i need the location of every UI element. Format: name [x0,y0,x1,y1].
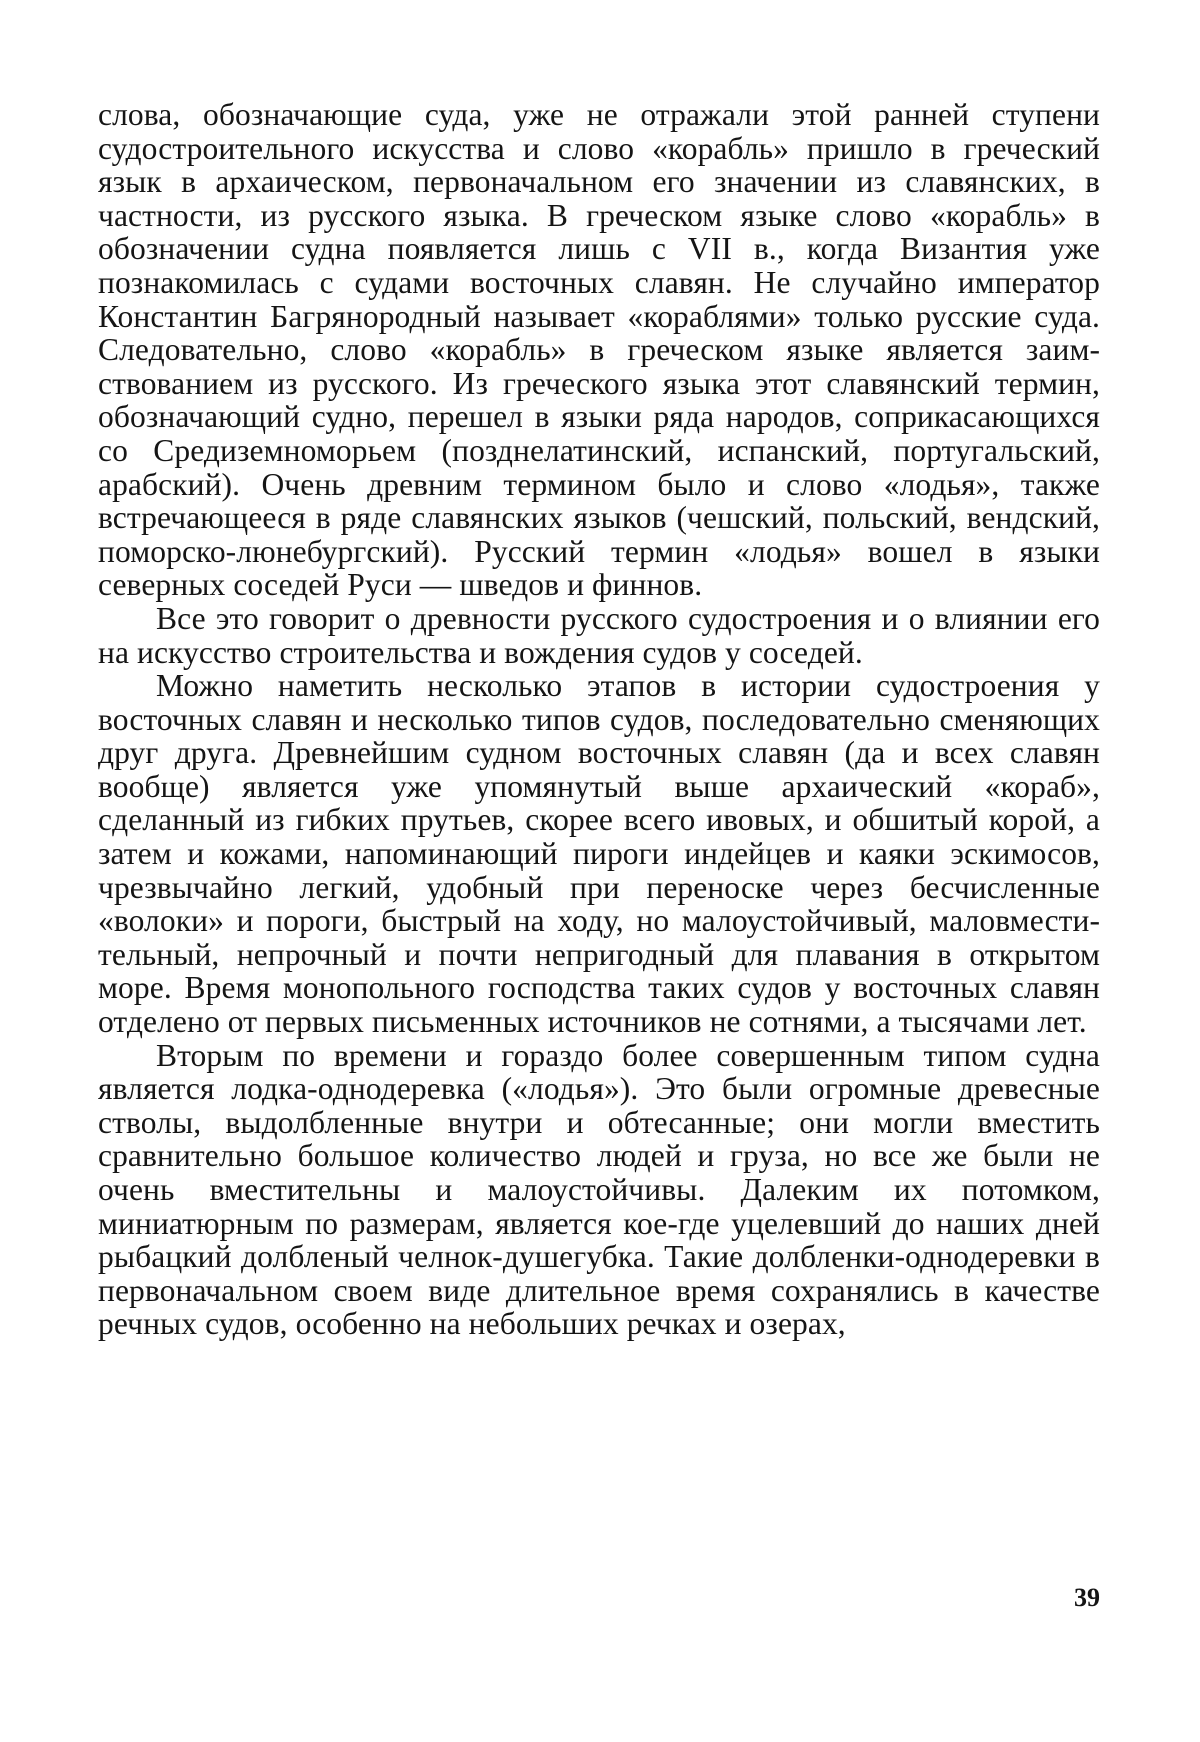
paragraph-2: Все это говорит о древности русского судостроения и о влиянии его на искусство строительства и вождения судов у соседей. [98,600,1100,670]
paragraph-1: слова, обозначающие суда, уже не отражали этой ранней ступени судостроительного искусства и слово «корабль» пришло в греческий язык в архаическом, первоначальном его значении из славянских, в частности, из русского языка. В греческом языке слово «корабль» в обозначении судна появляется лишь с VII в., когда Византия уже познакомилась с судами восточных славян. Не случайно император Константин Багрянородный называет «кораблями» только русские суда. Следовательно, слово «корабль» в греческом языке является заимствованием из русского. Из греческого языка этот славянский термин, обозначающий судно, перешел в языки ряда народов, соприкасающихся со Средиземноморьем (позднелатинский, испанский, португальский, арабский). Очень древним термином было и слово «лодья», также встречающееся в ряде славянских языков (чешский, польский, вендский, поморско-люнебургский). Русский термин «лодья» вошел в языки северных соседей Руси — шведов и финнов. [98,97,1100,603]
body-text [98,98,1100,1341]
page-number: 39 [1074,1583,1100,1612]
paragraph-3: Можно наметить несколько этапов в истории судостроения у восточных славян и несколько типов судов, последовательно сменяющих друг друга. Древнейшим судном восточных славян (да и всех славян вообще) является уже упомянутый выше архаический «кораб», сделанный из гибких прутьев, скорее всего ивовых, и обшитый корой, а затем и кожами, напоминающий пироги индейцев и каяки эскимосов, чрезвычайно легкий, удобный при переноске через бесчисленные «волоки» и пороги, быстрый на ходу, но малоустойчивый, маловместительный, непрочный и почти непригодный для плавания в открытом море. Время монопольного господства таких судов у восточных славян отделено от первых письменных источников не сотнями, а тысячами лет. [98,668,1100,1040]
paragraph-4: Вторым по времени и гораздо более совершенным типом судна является лодка-однодеревка («лодья»). Это были огромные древесные стволы, выдолбленные внутри и обтесанные; они могли вместить сравнительно большое количество людей и груза, но все же были не очень вместительны и малоустойчивы. Далеким их потомком, миниатюрным по размерам, является кое-где уцелевший до наших дней рыбацкий долбленый челнок-душегубка. Такие долбленки-однодеревки в первоначальном своем виде длительное время сохранялись в качестве речных судов, особенно на небольших речках и озерах, [98,1037,1100,1342]
